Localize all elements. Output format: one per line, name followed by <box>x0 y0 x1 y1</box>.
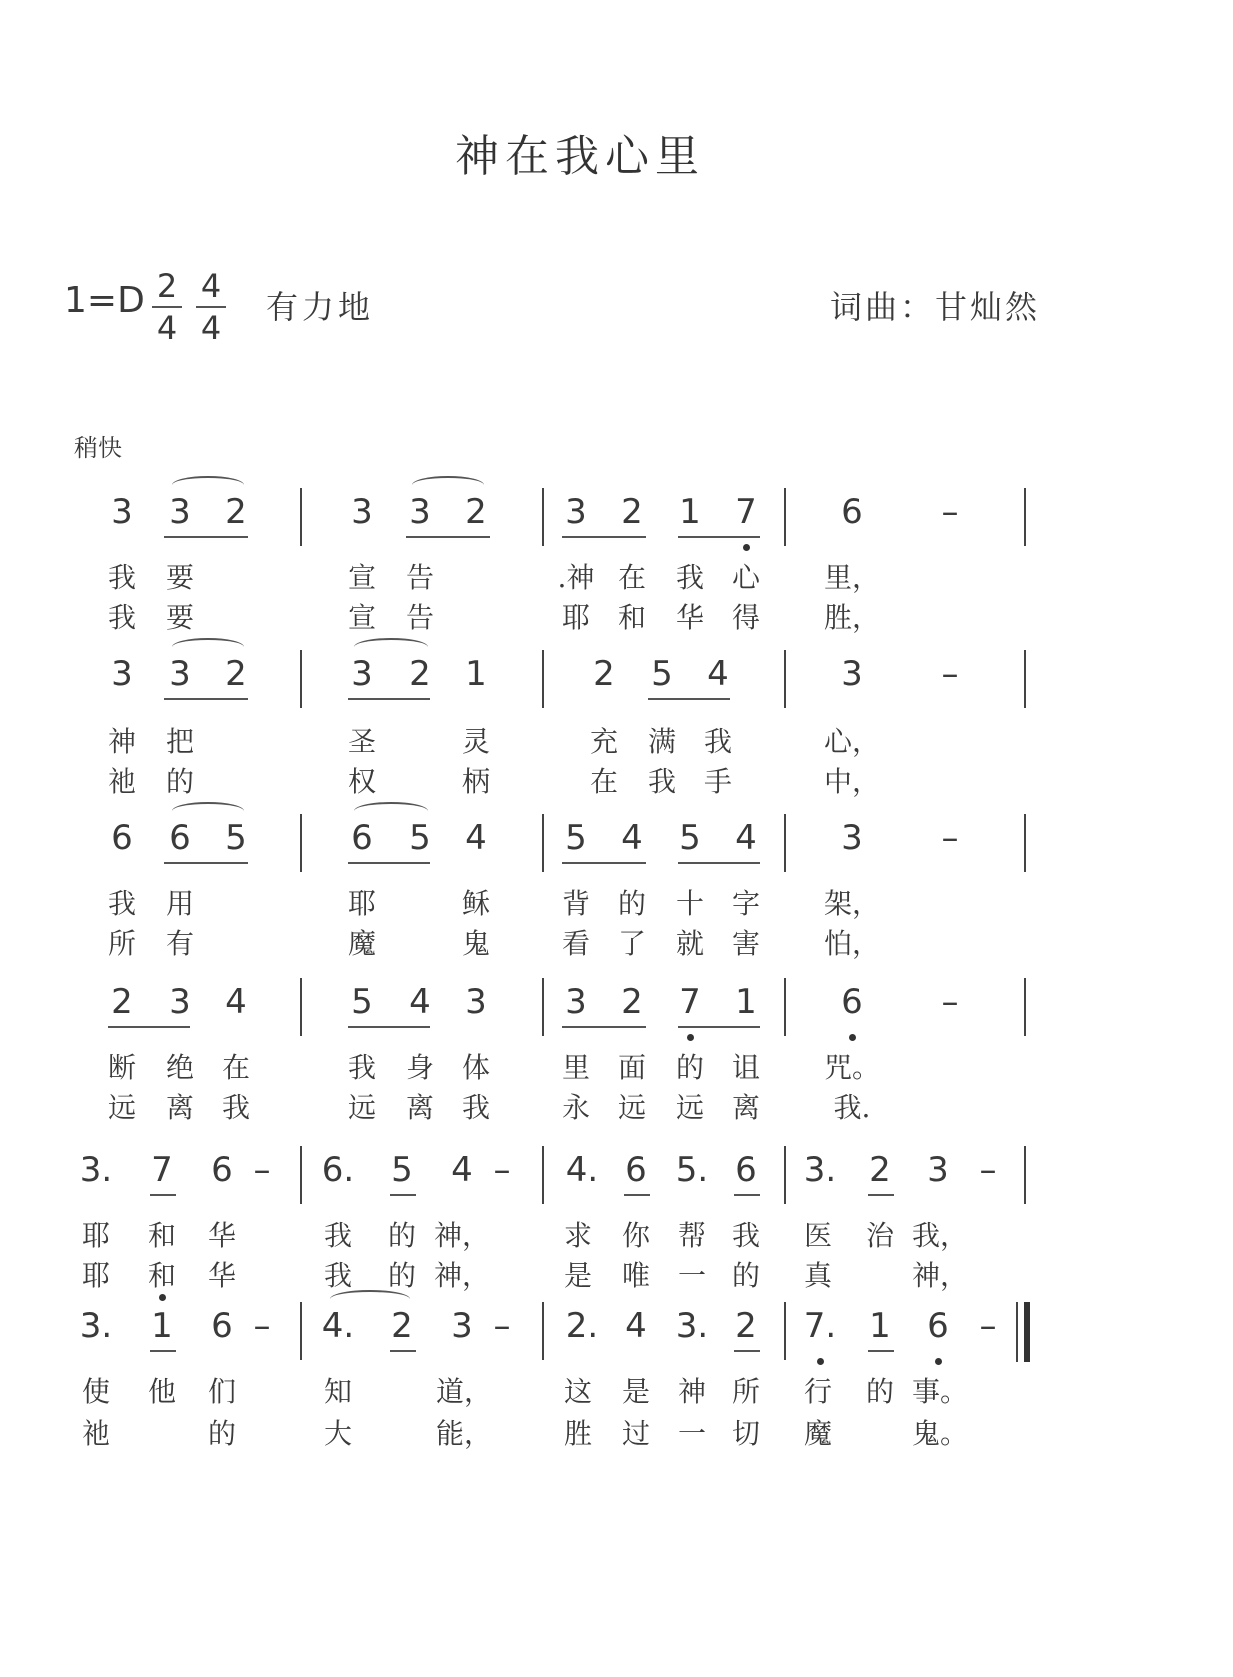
note: 3 <box>465 982 487 1022</box>
lyric-verse-1: 稣 <box>461 887 491 920</box>
lyric-verse-2: 中， <box>823 765 881 798</box>
lyric-verse-1: 体 <box>461 1051 491 1084</box>
note: 6 <box>169 818 191 858</box>
note: – <box>979 1150 997 1190</box>
lyric-verse-1: 的 <box>675 1051 705 1084</box>
lyric-verse-2: 的 <box>387 1259 417 1292</box>
note: – <box>941 818 959 858</box>
barline <box>300 488 302 546</box>
lyric-verse-2: 的 <box>207 1417 237 1450</box>
barline <box>300 814 302 872</box>
lyric-verse-1: 圣 <box>347 725 377 758</box>
lyric-verse-1: 我 <box>323 1219 353 1252</box>
tie-arc <box>172 476 244 494</box>
beat-underline <box>348 862 430 864</box>
lyric-verse-1: 的 <box>387 1219 417 1252</box>
beat-underline <box>562 536 646 538</box>
lyric-verse-1: 他 <box>147 1375 177 1408</box>
note: 4. <box>321 1306 355 1346</box>
lyric-verse-1: 的 <box>865 1375 895 1408</box>
lyric-verse-2: 胜， <box>823 601 881 634</box>
lyric-verse-2: 祂 <box>107 765 137 798</box>
note: 3 <box>841 654 863 694</box>
note: 2 <box>225 654 247 694</box>
note: 4 <box>735 818 757 858</box>
note: – <box>493 1150 511 1190</box>
note: 6 <box>211 1306 233 1346</box>
lyric-verse-2: 和 <box>147 1259 177 1292</box>
note: 4. <box>565 1150 599 1190</box>
lyric-verse-2: 看 <box>561 927 591 960</box>
lyric-verse-1: 背 <box>561 887 591 920</box>
note: 4 <box>409 982 431 1022</box>
note: 6 <box>841 982 863 1022</box>
note: 3 <box>111 492 133 532</box>
lyric-verse-1: 求 <box>563 1219 593 1252</box>
note: 7 <box>735 492 757 532</box>
lyric-verse-1: 我 <box>675 561 705 594</box>
barline <box>542 488 544 546</box>
barline <box>1024 488 1026 546</box>
song-title: 神在我心里 <box>455 131 705 182</box>
beat-underline <box>390 1350 416 1352</box>
barline <box>784 978 786 1036</box>
note: 5 <box>409 818 431 858</box>
beat-underline <box>648 698 730 700</box>
beat-underline <box>868 1194 894 1196</box>
lyric-verse-1: 知 <box>323 1375 353 1408</box>
note: 5 <box>565 818 587 858</box>
lyric-verse-2: 手 <box>703 765 733 798</box>
lyric-verse-2: 所 <box>107 927 137 960</box>
lyric-verse-2: 唯 <box>621 1259 651 1292</box>
lyric-verse-1: 使 <box>81 1375 111 1408</box>
beat-underline <box>150 1350 176 1352</box>
lyric-verse-2: 远 <box>107 1091 137 1124</box>
note: 3 <box>351 492 373 532</box>
lyric-verse-2: 要 <box>165 601 195 634</box>
lyric-verse-1: 帮 <box>677 1219 707 1252</box>
lyric-verse-1: 里 <box>561 1051 591 1084</box>
barline <box>784 488 786 546</box>
beat-underline <box>678 862 760 864</box>
lyric-verse-1: 我 <box>731 1219 761 1252</box>
note: 6 <box>735 1150 757 1190</box>
beat-underline <box>406 536 490 538</box>
beat-underline <box>164 536 248 538</box>
lyric-verse-2: 我 <box>107 601 137 634</box>
lyric-verse-1: 咒。 <box>823 1051 881 1084</box>
lyric-verse-2: 就 <box>675 927 705 960</box>
tie-arc <box>354 638 428 656</box>
note: 2 <box>409 654 431 694</box>
note: – <box>253 1306 271 1346</box>
tie-arc <box>172 802 244 820</box>
lyric-verse-2: 鬼 <box>461 927 491 960</box>
note: 6 <box>625 1150 647 1190</box>
lyric-verse-1: 满 <box>647 725 677 758</box>
lyric-verse-1: 你 <box>621 1219 651 1252</box>
note: 3 <box>111 654 133 694</box>
composer-credit: 词曲：甘灿然 <box>830 288 1041 326</box>
tie-arc <box>330 1290 410 1308</box>
speed-marking: 稍快 <box>74 434 122 462</box>
lyric-verse-2: 切 <box>731 1417 761 1450</box>
lyric-verse-1: 断 <box>107 1051 137 1084</box>
note: 7. <box>803 1306 837 1346</box>
note: 5 <box>225 818 247 858</box>
lyric-verse-2: 的 <box>731 1259 761 1292</box>
lyric-verse-1: 神， <box>433 1219 491 1252</box>
lyric-verse-2: 神， <box>433 1259 491 1292</box>
note: – <box>979 1306 997 1346</box>
lyric-verse-2: 华 <box>207 1259 237 1292</box>
barline <box>300 978 302 1036</box>
lyric-verse-1: 绝 <box>165 1051 195 1084</box>
note: 2 <box>621 492 643 532</box>
beat-underline <box>868 1350 894 1352</box>
note: 5 <box>351 982 373 1022</box>
lyric-verse-1: 里， <box>823 561 881 594</box>
lyric-verse-1: 我 <box>107 561 137 594</box>
lyric-verse-1: 耶 <box>347 887 377 920</box>
note: – <box>941 982 959 1022</box>
meter-2-4: 2 4 <box>152 268 182 346</box>
barline <box>300 1146 302 1204</box>
note: 7 <box>679 982 701 1022</box>
note: 5 <box>391 1150 413 1190</box>
beat-underline <box>390 1194 416 1196</box>
beat-underline <box>348 1026 430 1028</box>
lyric-verse-2: 大 <box>323 1417 353 1450</box>
note: 2 <box>225 492 247 532</box>
tie-arc <box>172 638 244 656</box>
lyric-verse-2: 我 <box>221 1091 251 1124</box>
note: 6. <box>321 1150 355 1190</box>
note: 2 <box>869 1150 891 1190</box>
note: 4 <box>465 818 487 858</box>
beat-underline <box>678 536 760 538</box>
barline <box>784 1146 786 1204</box>
barline <box>1024 978 1026 1036</box>
note: – <box>941 492 959 532</box>
note: – <box>493 1306 511 1346</box>
lyric-verse-1: 我 <box>347 1051 377 1084</box>
tie-arc <box>354 802 428 820</box>
note: 7 <box>151 1150 173 1190</box>
note: 1 <box>735 982 757 1022</box>
lyric-verse-2: 和 <box>617 601 647 634</box>
beat-underline <box>108 1026 190 1028</box>
barline <box>1024 1146 1026 1204</box>
note: – <box>941 654 959 694</box>
lyric-verse-2: 远 <box>617 1091 647 1124</box>
lyric-verse-1: 诅 <box>731 1051 761 1084</box>
lyric-verse-2: 过 <box>621 1417 651 1450</box>
lyric-verse-1: 告 <box>405 561 435 594</box>
note: 3 <box>927 1150 949 1190</box>
final-barline-thin <box>1016 1302 1018 1362</box>
lyric-verse-2: 在 <box>589 765 619 798</box>
lyric-verse-2: 离 <box>731 1091 761 1124</box>
lyric-verse-1: 道， <box>435 1375 493 1408</box>
lyric-verse-1: 面 <box>617 1051 647 1084</box>
lyric-verse-1: 在 <box>617 561 647 594</box>
lyric-verse-1: 医 <box>803 1219 833 1252</box>
lyric-verse-2: 耶 <box>561 601 591 634</box>
lyric-verse-2: 的 <box>165 765 195 798</box>
octave-dot <box>159 1294 166 1301</box>
lyric-verse-2: 告 <box>405 601 435 634</box>
note: 2. <box>565 1306 599 1346</box>
note: 3 <box>841 818 863 858</box>
note: 1 <box>151 1306 173 1346</box>
note: 6 <box>927 1306 949 1346</box>
note: 3 <box>169 982 191 1022</box>
beat-underline <box>734 1350 760 1352</box>
barline <box>1024 650 1026 708</box>
octave-dot <box>687 1034 694 1041</box>
lyric-verse-1: 字 <box>731 887 761 920</box>
note: 3 <box>565 492 587 532</box>
note: 6 <box>211 1150 233 1190</box>
lyric-verse-1: 是 <box>621 1375 651 1408</box>
barline <box>542 1146 544 1204</box>
lyric-verse-2: 我 <box>323 1259 353 1292</box>
lyric-verse-2: 鬼。 <box>911 1417 969 1450</box>
lyric-verse-2: 神， <box>911 1259 969 1292</box>
note: 1 <box>679 492 701 532</box>
lyric-verse-1: 和 <box>147 1219 177 1252</box>
lyric-verse-2: 我 <box>647 765 677 798</box>
beat-underline <box>734 1194 760 1196</box>
note: 3 <box>169 492 191 532</box>
lyric-verse-1: 我 <box>703 725 733 758</box>
lyric-verse-1: 充 <box>589 725 619 758</box>
lyric-verse-2: 离 <box>405 1091 435 1124</box>
lyric-verse-2: 我. <box>833 1091 871 1124</box>
tempo-marking: 有力地 <box>266 288 375 326</box>
lyric-verse-2: 真 <box>803 1259 833 1292</box>
beat-underline <box>562 862 646 864</box>
lyric-verse-2: 远 <box>675 1091 705 1124</box>
barline <box>300 650 302 708</box>
lyric-verse-1: 的 <box>617 887 647 920</box>
lyric-verse-1: 行 <box>803 1375 833 1408</box>
key-signature: 1=D <box>64 280 145 321</box>
barline <box>300 1302 302 1360</box>
note: 3. <box>79 1150 113 1190</box>
note: 4 <box>707 654 729 694</box>
lyric-verse-2: 一 <box>677 1417 707 1450</box>
lyric-verse-1: 心， <box>823 725 881 758</box>
lyric-verse-2: 永 <box>561 1091 591 1124</box>
note: 3 <box>351 654 373 694</box>
note: 3. <box>79 1306 113 1346</box>
note: 1 <box>869 1306 891 1346</box>
lyric-verse-2: 是 <box>563 1259 593 1292</box>
note: 4 <box>621 818 643 858</box>
note: 3 <box>169 654 191 694</box>
lyric-verse-2: 宣 <box>347 601 377 634</box>
note: 3. <box>675 1306 709 1346</box>
note: 3 <box>409 492 431 532</box>
lyric-verse-1: 事。 <box>911 1375 969 1408</box>
note: 5. <box>675 1150 709 1190</box>
lyric-verse-2: 耶 <box>81 1259 111 1292</box>
note: 6 <box>841 492 863 532</box>
barline <box>784 650 786 708</box>
beat-underline <box>678 1026 760 1028</box>
lyric-verse-2: 一 <box>677 1259 707 1292</box>
note: 2 <box>391 1306 413 1346</box>
lyric-verse-2: 魔 <box>347 927 377 960</box>
barline <box>542 1302 544 1360</box>
beat-underline <box>150 1194 176 1196</box>
lyric-verse-1: 心 <box>731 561 761 594</box>
lyric-verse-1: 耶 <box>81 1219 111 1252</box>
lyric-verse-1: 所 <box>731 1375 761 1408</box>
note: 2 <box>593 654 615 694</box>
lyric-verse-1: 这 <box>563 1375 593 1408</box>
meter-4-4: 4 4 <box>196 268 226 346</box>
note: 4 <box>451 1150 473 1190</box>
lyric-verse-1: 在 <box>221 1051 251 1084</box>
beat-underline <box>624 1194 650 1196</box>
barline <box>784 1302 786 1360</box>
lyric-verse-1: 华 <box>207 1219 237 1252</box>
lyric-verse-2: 胜 <box>563 1417 593 1450</box>
beat-underline <box>164 698 248 700</box>
octave-dot <box>817 1358 824 1365</box>
lyric-verse-1: 十 <box>675 887 705 920</box>
lyric-verse-2: 华 <box>675 601 705 634</box>
beat-underline <box>562 1026 646 1028</box>
lyric-verse-2: 得 <box>731 601 761 634</box>
note: 2 <box>735 1306 757 1346</box>
lyric-verse-2: 祂 <box>81 1417 111 1450</box>
note: 4 <box>225 982 247 1022</box>
lyric-verse-1: 架， <box>823 887 881 920</box>
lyric-verse-1: 灵 <box>461 725 491 758</box>
tie-arc <box>412 476 484 494</box>
note: 4 <box>625 1306 647 1346</box>
note: 3. <box>803 1150 837 1190</box>
lyric-verse-1: 用 <box>165 887 195 920</box>
barline <box>542 978 544 1036</box>
lyric-verse-1: 神 <box>677 1375 707 1408</box>
lyric-verse-1: 治 <box>865 1219 895 1252</box>
lyric-verse-1: .神 <box>557 561 595 594</box>
lyric-verse-2: 魔 <box>803 1417 833 1450</box>
barline <box>1024 814 1026 872</box>
lyric-verse-1: 我， <box>911 1219 969 1252</box>
note: 2 <box>465 492 487 532</box>
lyric-verse-1: 宣 <box>347 561 377 594</box>
final-barline-thick <box>1024 1302 1030 1362</box>
lyric-verse-2: 权 <box>347 765 377 798</box>
note: 2 <box>111 982 133 1022</box>
lyric-verse-2: 离 <box>165 1091 195 1124</box>
lyric-verse-1: 我 <box>107 887 137 920</box>
lyric-verse-1: 们 <box>207 1375 237 1408</box>
lyric-verse-1: 神 <box>107 725 137 758</box>
barline <box>784 814 786 872</box>
note: 5 <box>651 654 673 694</box>
note: 5 <box>679 818 701 858</box>
lyric-verse-2: 有 <box>165 927 195 960</box>
note: 6 <box>111 818 133 858</box>
lyric-verse-2: 能， <box>435 1417 493 1450</box>
lyric-verse-2: 怕， <box>823 927 881 960</box>
barline <box>542 650 544 708</box>
octave-dot <box>935 1358 942 1365</box>
note: 3 <box>451 1306 473 1346</box>
lyric-verse-2: 害 <box>731 927 761 960</box>
lyric-verse-2: 柄 <box>461 765 491 798</box>
note: 3 <box>565 982 587 1022</box>
beat-underline <box>348 698 430 700</box>
lyric-verse-1: 把 <box>165 725 195 758</box>
note: 2 <box>621 982 643 1022</box>
note: – <box>253 1150 271 1190</box>
octave-dot <box>849 1034 856 1041</box>
lyric-verse-2: 我 <box>461 1091 491 1124</box>
beat-underline <box>164 862 248 864</box>
lyric-verse-2: 了 <box>617 927 647 960</box>
barline <box>542 814 544 872</box>
lyric-verse-1: 身 <box>405 1051 435 1084</box>
note: 6 <box>351 818 373 858</box>
lyric-verse-2: 远 <box>347 1091 377 1124</box>
octave-dot <box>743 544 750 551</box>
note: 1 <box>465 654 487 694</box>
lyric-verse-1: 要 <box>165 561 195 594</box>
